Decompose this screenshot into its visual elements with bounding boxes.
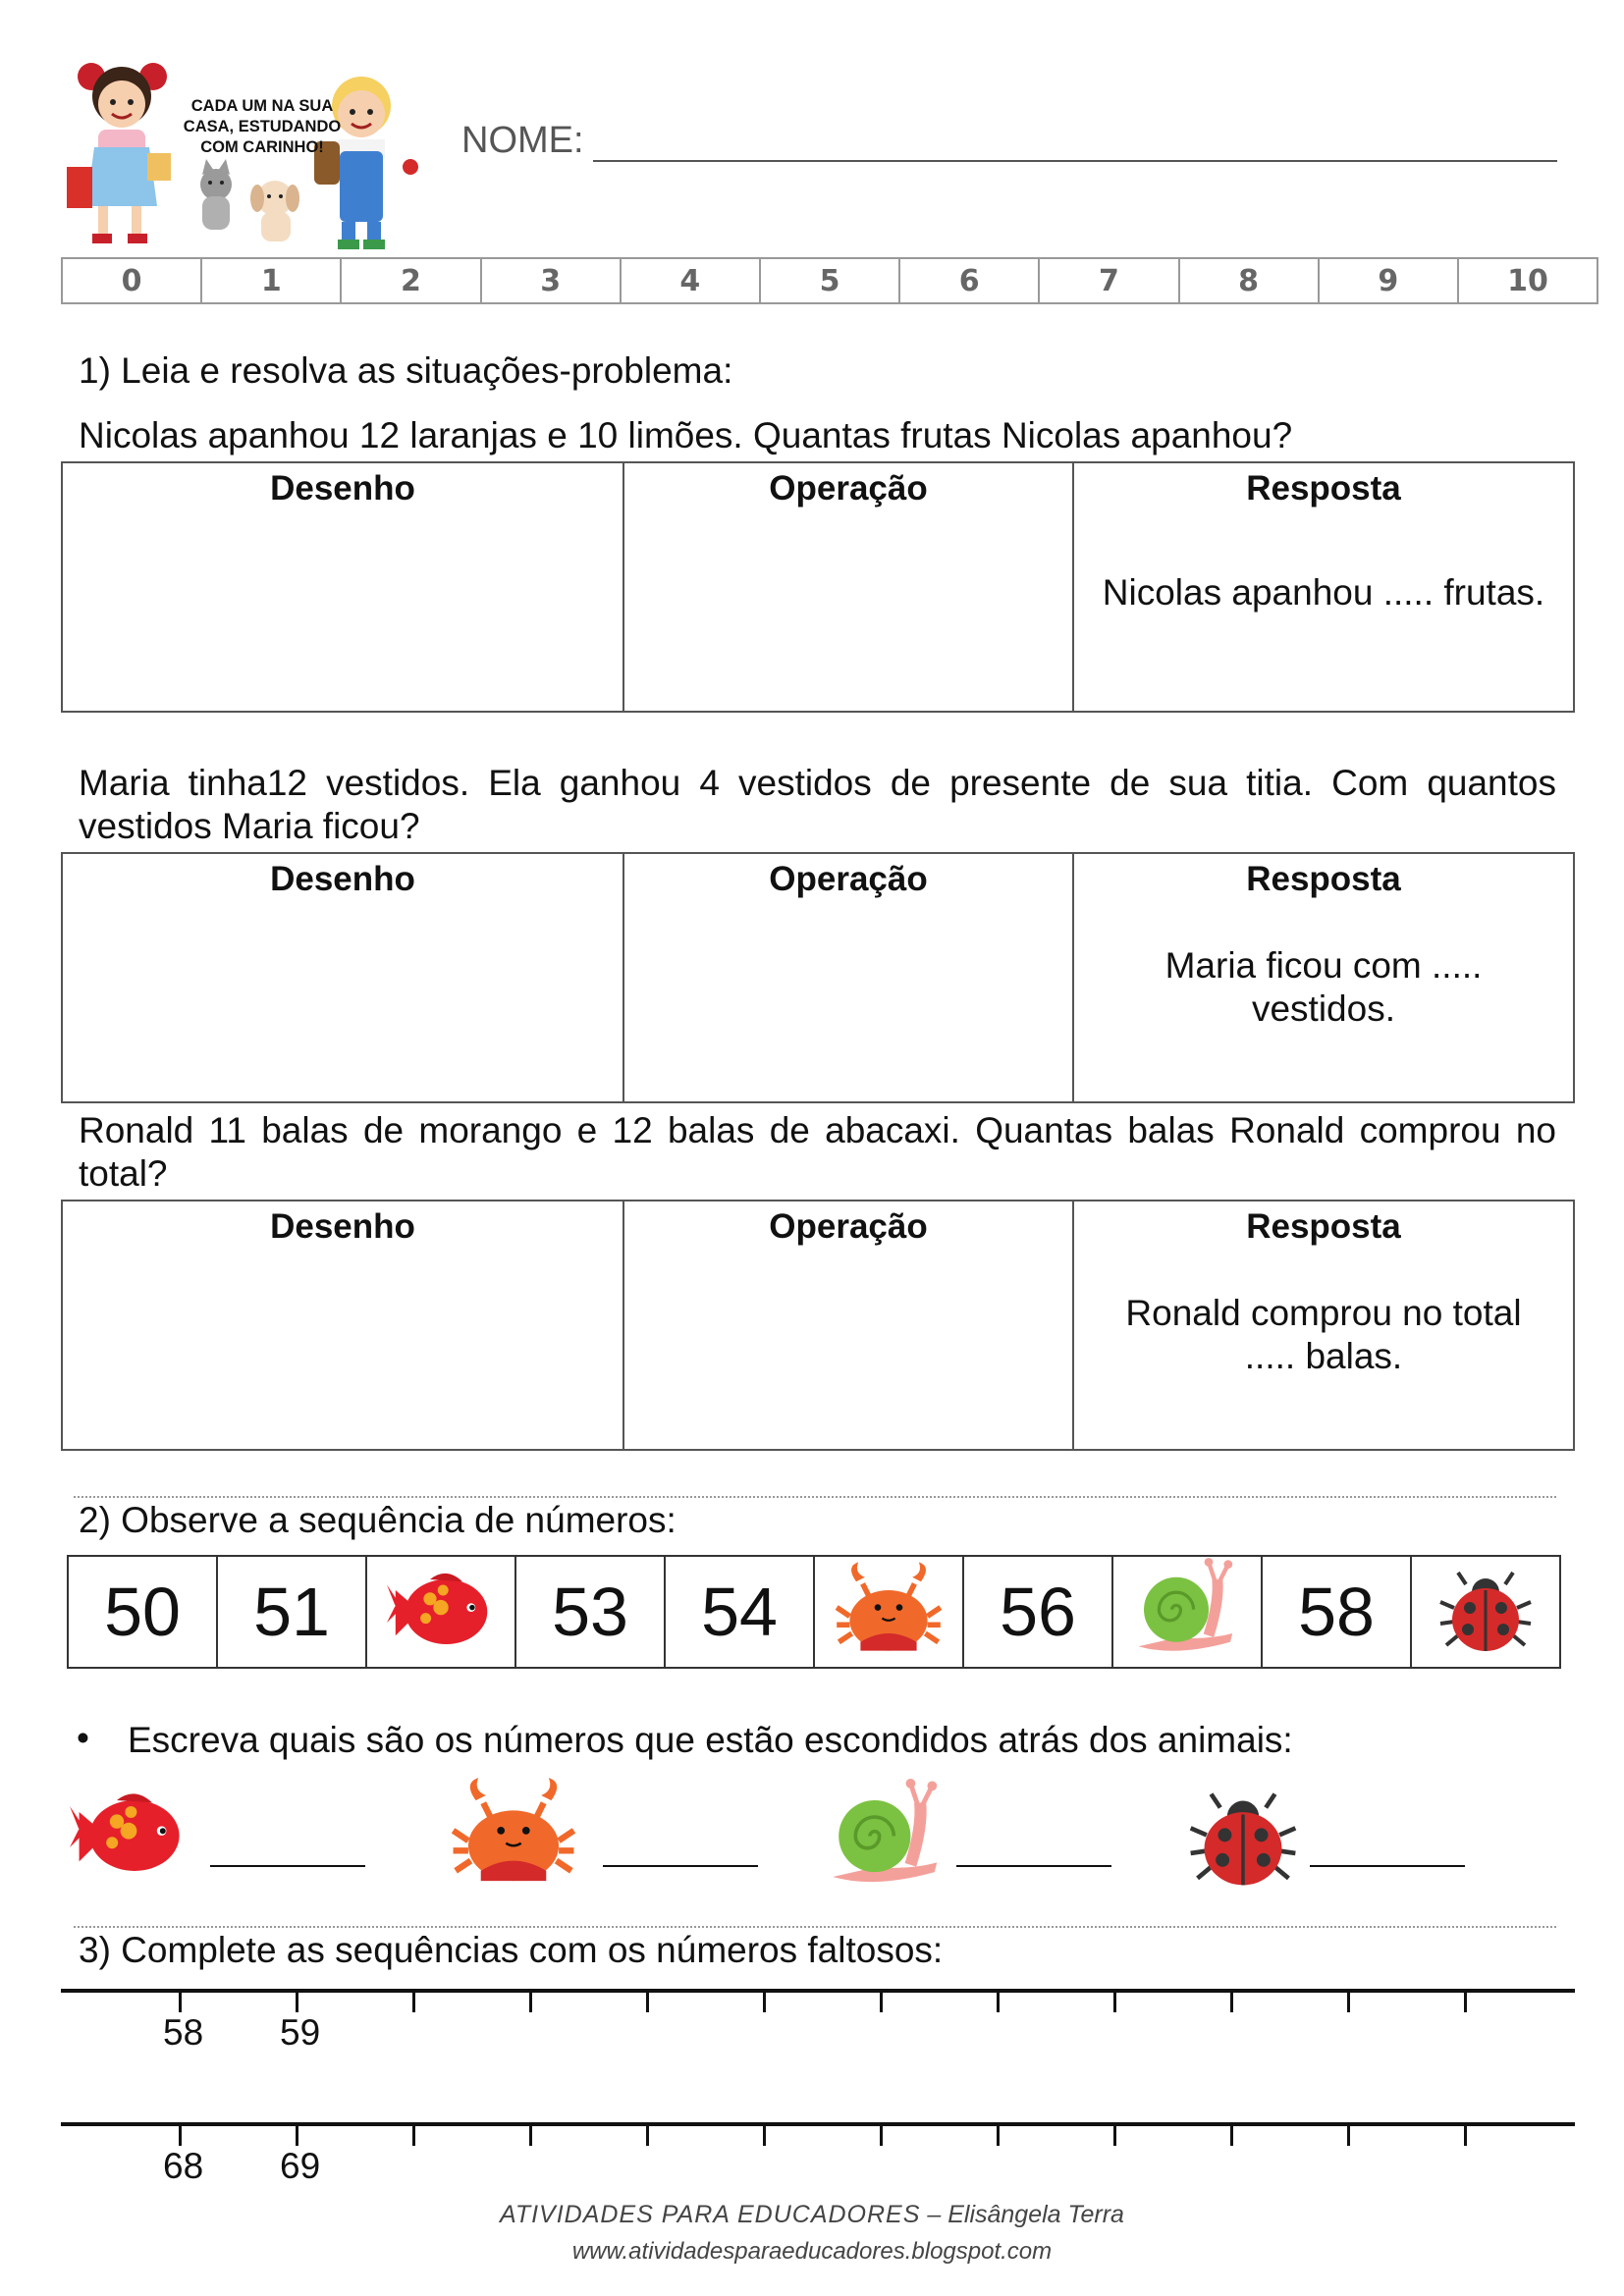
number-line-tick (646, 1993, 649, 2012)
score-cell[interactable]: 7 (1038, 259, 1177, 302)
crab-answer-line[interactable] (603, 1865, 758, 1867)
number-line-tick (1230, 1993, 1233, 2012)
question-2-title: 2) Observe a sequência de números: (79, 1500, 677, 1540)
number-line-tick (1113, 1993, 1116, 2012)
sequence-hidden-cell (1410, 1557, 1559, 1667)
ladybug-icon (1186, 1781, 1300, 1898)
drawing-header: Desenho (270, 1207, 415, 1246)
operation-cell[interactable] (623, 854, 1072, 1101)
ladybug-icon (1432, 1563, 1540, 1661)
answer-cell[interactable] (1072, 854, 1573, 1101)
number-line-tick (412, 2126, 415, 2146)
sequence-hidden-cell (365, 1557, 514, 1667)
number-line-tick (646, 2126, 649, 2146)
answer-sentence-line: Maria ficou com ..... (1164, 945, 1483, 986)
number-line-label: 69 (280, 2146, 321, 2186)
footer-url[interactable]: www.atividadesparaeducadores.blogspot.com (571, 2238, 1053, 2265)
answer-sentence (1084, 1292, 1563, 1378)
section-divider (74, 1926, 1556, 1928)
score-scale (61, 257, 1598, 304)
problem-2-text: Maria tinha12 vestidos. Ela ganhou 4 vestidos de presente de sua titia. Com quantos vestidos Maria ficou? (79, 763, 1556, 846)
snail-answer-line[interactable] (956, 1865, 1111, 1867)
sequence-number: 56 (962, 1557, 1111, 1667)
problem-3-table (61, 1200, 1575, 1451)
number-line-tick (412, 1993, 415, 2012)
logo-illustration (67, 59, 442, 260)
number-line-tick (880, 1993, 883, 2012)
number-line-tick (1464, 1993, 1467, 2012)
number-line-tick (763, 2126, 766, 2146)
number-line-label: 59 (280, 2012, 321, 2053)
section-divider (74, 1496, 1556, 1498)
drawing-cell[interactable] (63, 463, 623, 711)
number-line-tick (880, 2126, 883, 2146)
footer-brand: ATIVIDADES PARA EDUCADORES (500, 2201, 921, 2228)
problem-1-table (61, 461, 1575, 713)
cat-illustration (200, 159, 232, 230)
answer-sentence-line: Ronald comprou no total (1125, 1293, 1522, 1333)
logo-text-line: COM CARINHO! (200, 138, 324, 156)
name-label: NOME: (461, 120, 584, 161)
number-line-tick (1347, 1993, 1350, 2012)
number-line-tick (296, 1993, 298, 2012)
operation-cell[interactable] (623, 463, 1072, 711)
answer-sentence-line: Nicolas apanhou ..... frutas. (1102, 572, 1545, 613)
number-line-label: 68 (163, 2146, 204, 2186)
answer-sentence (1084, 944, 1563, 1031)
answer-cell[interactable] (1072, 1201, 1573, 1449)
score-cell[interactable]: 9 (1318, 259, 1457, 302)
sequence-number: 58 (1261, 1557, 1410, 1667)
problem-2-table (61, 852, 1575, 1103)
number-line-tick (529, 2126, 532, 2146)
score-cell[interactable]: 3 (480, 259, 620, 302)
fish-icon (377, 1558, 505, 1666)
score-cell[interactable]: 5 (759, 259, 898, 302)
snail-icon (821, 1779, 952, 1898)
number-line-tick (1464, 2126, 1467, 2146)
number-line-tick (529, 1993, 532, 2012)
sequence-number: 51 (216, 1557, 365, 1667)
operation-cell[interactable] (623, 1201, 1072, 1449)
score-cell[interactable]: 8 (1178, 259, 1318, 302)
answer-header: Resposta (1246, 469, 1401, 507)
score-cell[interactable]: 0 (121, 263, 142, 298)
number-line-tick (1230, 2126, 1233, 2146)
sequence-number: 50 (104, 1574, 181, 1650)
bullet: • (77, 1718, 89, 1758)
ladybug-answer-line[interactable] (1310, 1865, 1465, 1867)
logo-text (179, 96, 346, 158)
answer-header: Resposta (1246, 1207, 1401, 1246)
snail-icon (1123, 1558, 1251, 1666)
number-line-tick (296, 2126, 298, 2146)
number-line-tick (1113, 2126, 1116, 2146)
number-line-tick (1347, 2126, 1350, 2146)
crab-icon (438, 1773, 589, 1898)
sequence-number: 53 (514, 1557, 664, 1667)
answer-sentence-line: ..... balas. (1244, 1336, 1403, 1376)
problem-3-text: Ronald 11 balas de morango e 12 balas de abacaxi. Quantas balas Ronald comprou no total? (79, 1110, 1556, 1194)
score-cell[interactable]: 10 (1457, 259, 1597, 302)
question-1-title: 1) Leia e resolva as situações-problema: (79, 350, 733, 391)
number-line-tick (997, 2126, 1000, 2146)
fish-icon (65, 1777, 192, 1895)
score-cell[interactable]: 6 (898, 259, 1038, 302)
drawing-header: Desenho (270, 469, 415, 507)
answer-sentence (1084, 571, 1563, 614)
number-line (61, 1989, 1575, 2053)
operation-header: Operação (769, 860, 928, 898)
fish-answer-line[interactable] (210, 1865, 365, 1867)
hidden-numbers-instruction: Escreva quais são os números que estão escondidos atrás dos animais: (128, 1720, 1293, 1760)
problem-1-text: Nicolas apanhou 12 laranjas e 10 limões. Quantas frutas Nicolas apanhou? (79, 415, 1293, 455)
answer-cell[interactable] (1072, 463, 1573, 711)
dog-illustration (250, 181, 299, 241)
drawing-cell[interactable] (63, 854, 623, 1101)
crab-icon (825, 1558, 952, 1666)
footer-author: – Elisângela Terra (920, 2201, 1124, 2228)
number-line-tick (763, 1993, 766, 2012)
score-cell[interactable]: 2 (340, 259, 479, 302)
sequence-hidden-cell (1111, 1557, 1261, 1667)
girl-illustration (67, 63, 171, 243)
footer-credit (0, 2201, 1624, 2229)
sequence-number: 54 (664, 1557, 813, 1667)
score-cell[interactable]: 1 (200, 259, 340, 302)
operation-header: Operação (769, 469, 928, 507)
number-line-tick (997, 1993, 1000, 2012)
number-line-tick (179, 1993, 182, 2012)
name-input-line[interactable] (593, 160, 1557, 162)
sequence-hidden-cell (813, 1557, 962, 1667)
drawing-cell[interactable] (63, 1201, 623, 1449)
score-cell[interactable]: 4 (620, 259, 759, 302)
drawing-header: Desenho (270, 860, 415, 898)
operation-header: Operação (769, 1207, 928, 1246)
number-sequence (67, 1555, 1561, 1669)
question-3-title: 3) Complete as sequências com os números faltosos: (79, 1930, 944, 1970)
answer-header: Resposta (1246, 860, 1401, 898)
logo-text-line: CASA, ESTUDANDO (183, 118, 342, 135)
number-line-tick (179, 2126, 182, 2146)
number-line (61, 2122, 1575, 2186)
logo-text-line: CADA UM NA SUA (190, 97, 334, 115)
number-line-label: 58 (163, 2012, 204, 2053)
answer-sentence-line: vestidos. (1251, 988, 1395, 1029)
